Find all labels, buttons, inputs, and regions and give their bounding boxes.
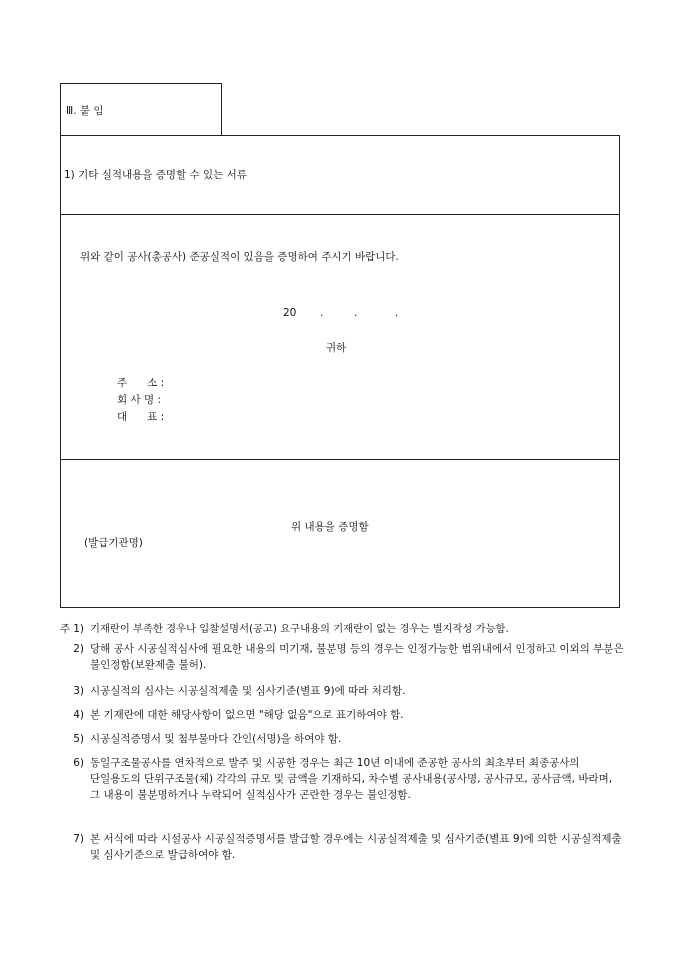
row-divider-1	[60, 214, 620, 215]
date-separator: .	[320, 307, 324, 319]
certification-statement: 위 내용을 증명함	[291, 521, 369, 533]
notes-prefix: 주	[60, 623, 71, 635]
note-text: 당해 공사 시공실적심사에 필요한 내용의 미기재, 불분명 등의 경우는 인정가능한 범위내에서 인정하고 이외의 부분은 불인정함(보완제출 불허).	[90, 643, 624, 671]
date-separator: .	[354, 307, 358, 319]
header-cell-right-border	[221, 83, 222, 135]
note-number: 4)	[73, 709, 84, 721]
note-text: 기재란이 부족한 경우나 입찰설명서(공고) 요구내용의 기재란이 없는 경우는 별지작성 가능함.	[90, 623, 509, 635]
header-cell-top-border	[60, 83, 221, 84]
note-6	[60, 755, 625, 803]
company-name-label: 회 사 명 :	[117, 394, 161, 406]
note-5	[60, 731, 625, 747]
issuer-name: (발급기관명)	[84, 537, 143, 549]
representative-field	[117, 410, 175, 424]
table-left-border	[60, 83, 61, 608]
note-number: 2)	[73, 643, 84, 655]
address-field	[117, 376, 175, 390]
note-number: 6)	[73, 757, 84, 769]
row-divider-2	[60, 459, 620, 460]
note-text: 시공실적증명서 및 첨부물마다 간인(서명)을 하여야 함.	[90, 733, 342, 745]
note-3	[60, 683, 625, 699]
note-number: 3)	[73, 685, 84, 697]
table-right-border	[619, 135, 620, 608]
table-top-border	[60, 135, 620, 136]
note-7	[60, 831, 625, 863]
section-title: Ⅲ. 붙 임	[66, 105, 104, 117]
attachment-item: 1) 기타 실적내용을 증명할 수 있는 서류	[64, 169, 247, 181]
date-separator: .	[395, 307, 399, 319]
address-label: 주 소 :	[117, 377, 165, 389]
addressee: 귀하	[326, 342, 347, 354]
note-text: 본 서식에 따라 시설공사 시공실적증명서를 발급할 경우에는 시공실적제출 및 심사기준(별표 9)에 의한 시공실적제출 및 심사기준으로 발급하여야 함.	[90, 833, 622, 861]
note-number: 7)	[73, 833, 84, 845]
company-name-field	[117, 393, 175, 407]
note-number: 1)	[73, 623, 84, 635]
request-statement: 위와 같이 공사(총공사) 준공실적이 있음을 증명하여 주시기 바랍니다.	[80, 251, 399, 263]
note-number: 5)	[73, 733, 84, 745]
date-year: 20	[283, 307, 297, 319]
note-4	[60, 707, 625, 723]
note-2	[60, 641, 625, 673]
note-1	[70, 621, 625, 637]
representative-label: 대 표 :	[117, 411, 165, 423]
table-bottom-border	[60, 607, 620, 608]
note-text: 동일구조물공사를 연차적으로 발주 및 시공한 경우는 최근 10년 이내에 준공한 공사의 최초부터 최종공사의 단일용도의 단위구조물(체) 각각의 규모 및 금액을 기재하되, 차수별 공사내용(공사명, 공사규모, 공사금액, 바라며, 그 내용이 불분명하거나 누락되어 실적심사가 곤란한 경우는 불인정함.	[90, 757, 613, 801]
note-text: 본 기재란에 대한 해당사항이 없으면 "해당 없음"으로 표기하여야 함.	[90, 709, 404, 721]
note-text: 시공실적의 심사는 시공실적제출 및 심사기준(별표 9)에 따라 처리함.	[90, 685, 406, 697]
